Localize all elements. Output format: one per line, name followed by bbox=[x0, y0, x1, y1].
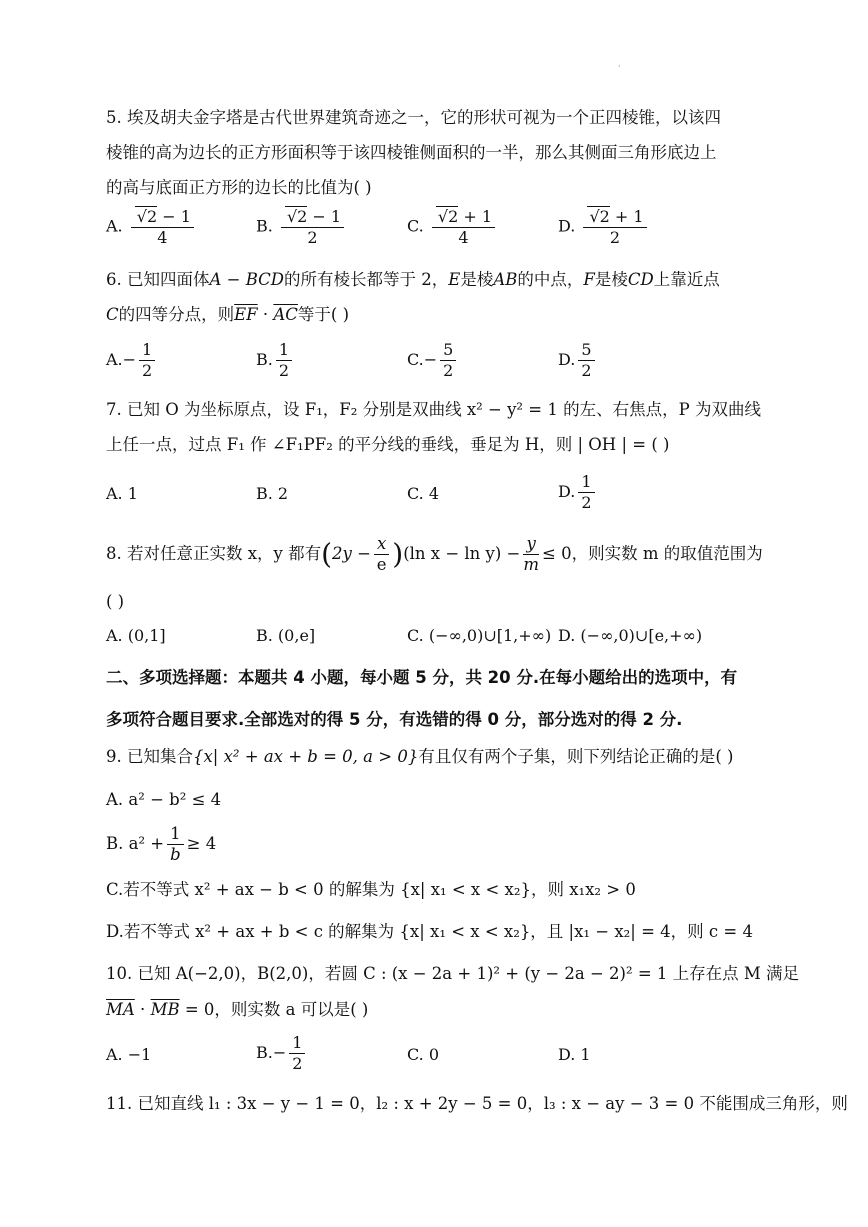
vector-ac: $\overline{AC}$ bbox=[273, 305, 298, 324]
q7-option-b: B. 2 bbox=[256, 484, 289, 503]
q7-line1: 7. 已知 O 为坐标原点，设 F₁，F₂ 分别是双曲线 x² − y² = 1 的左、右焦点，P 为双曲线 bbox=[106, 400, 761, 419]
sqrt: √2 bbox=[136, 207, 158, 226]
option-label: A. bbox=[106, 216, 123, 236]
section-heading-line2: 多项符合题目要求.全部选对的得 5 分，有选错的得 0 分，部分选对的得 2 分. bbox=[106, 710, 683, 729]
q6-line2: C的四等分点，则$\overline{EF} \cdot \overline{AC}$等于( ) bbox=[106, 305, 350, 324]
top-mark: · bbox=[618, 62, 621, 71]
q8-line2: ( ) bbox=[106, 592, 125, 611]
q7-option-a: A. 1 bbox=[106, 484, 138, 503]
q10-line1: 10. 已知 A(−2,0)，B(2,0)，若圆 C : (x − 2a + 1)² + (y − 2a − 2)² = 1 上存在点 M 满足 bbox=[106, 964, 800, 983]
q7-line2: 上任一点，过点 F₁ 作 ∠F₁PF₂ 的平分线的垂线，垂足为 H，则 | OH | = ( ) bbox=[106, 435, 670, 454]
q9-line1: 9. 已知集合{x| x² + ax + b = 0, a > 0}有且仅有两个子集，则下列结论正确的是( ) bbox=[106, 747, 734, 766]
q6-option-a: A.− $\frac{1}{2}$ bbox=[106, 340, 158, 381]
fraction: $\frac{√2 + 1}{4}$ bbox=[432, 206, 495, 248]
q11-line1: 11. 已知直线 l₁ : 3x − y − 1 = 0，l₂ : x + 2y − 5 = 0，l₃ : x − ay − 3 = 0 不能围成三角形，则 bbox=[106, 1094, 848, 1113]
q7-option-d: D. $\frac{1}{2}$ bbox=[558, 472, 598, 513]
q5-line2: 棱锥的高为边长的正方形面积等于该四棱锥侧面积的一半，那么其侧面三角形底边上 bbox=[106, 143, 717, 162]
fraction: $\frac{√2 - 1}{4}$ bbox=[131, 206, 194, 248]
q6-option-b: B. $\frac{1}{2}$ bbox=[256, 340, 295, 381]
q5-line3: 的高与底面正方形的边长的比值为( ) bbox=[106, 178, 372, 197]
q8-option-c: C. (−∞,0)∪[1,+∞) bbox=[407, 626, 552, 645]
sqrt: √2 bbox=[589, 207, 610, 226]
option-label: B. bbox=[256, 216, 273, 236]
q8-option-b: B. (0,e] bbox=[256, 626, 316, 645]
fraction: $\frac{√2 + 1}{2}$ bbox=[583, 206, 646, 248]
vector-ef: $\overline{EF}$ bbox=[234, 305, 258, 324]
q5-option-c bbox=[407, 206, 498, 248]
q10-option-a: A. −1 bbox=[106, 1045, 152, 1064]
q5-option-a bbox=[106, 206, 197, 248]
q5-option-d bbox=[558, 206, 650, 248]
vector-mb: $\overline{MB}$ bbox=[150, 1000, 180, 1019]
q7-option-c: C. 4 bbox=[407, 484, 440, 503]
option-label: D. bbox=[558, 216, 576, 236]
q8-option-a: A. (0,1] bbox=[106, 626, 166, 645]
q10-line2: $\overline{MA} \cdot \overline{MB} = 0$，则实数 a 可以是( ) bbox=[106, 1000, 369, 1019]
q9-option-a: A. a² − b² ≤ 4 bbox=[106, 790, 222, 809]
sqrt: √2 bbox=[286, 207, 308, 226]
q6-line1: 6. 已知四面体A − BCD的所有棱长都等于 2，E是棱AB的中点，F是棱CD上靠近点 bbox=[106, 270, 720, 289]
q10-option-b: B.− $\frac{1}{2}$ bbox=[256, 1033, 308, 1074]
option-label: C. bbox=[407, 216, 424, 236]
q5-option-b bbox=[256, 206, 347, 248]
sqrt: √2 bbox=[437, 207, 459, 226]
q10-option-d: D. 1 bbox=[558, 1045, 591, 1064]
q6-option-d: D. $\frac{5}{2}$ bbox=[558, 340, 598, 381]
q6-option-c: C.− $\frac{5}{2}$ bbox=[407, 340, 459, 381]
q9-option-b: B. a² + $\frac{1}{b}$ ≥ 4 bbox=[106, 824, 217, 864]
q9-option-c: C.若不等式 x² + ax − b < 0 的解集为 {x| x₁ < x < x₂}，则 x₁x₂ > 0 bbox=[106, 880, 636, 899]
section-heading-line1: 二、多项选择题：本题共 4 小题，每小题 5 分，共 20 分.在每小题给出的选项中，有 bbox=[106, 668, 738, 687]
q8-option-d: D. (−∞,0)∪[e,+∞) bbox=[558, 626, 703, 645]
vector-ma: $\overline{MA}$ bbox=[106, 1000, 135, 1019]
q5-line1: 5. 埃及胡夫金字塔是古代世界建筑奇迹之一，它的形状可视为一个正四棱锥，以该四 bbox=[106, 108, 721, 127]
fraction: $\frac{√2 - 1}{2}$ bbox=[281, 206, 344, 248]
q9-option-d: D.若不等式 x² + ax + b < c 的解集为 {x| x₁ < x < x₂}，且 |x₁ − x₂| = 4，则 c = 4 bbox=[106, 922, 753, 941]
q8-line1: 8. 若对任意正实数 x，y 都有(2y − $\frac{x}{e}$ )(ln x − ln y) − $\frac{y}{m}$ ≤ 0，则实数 m 的取值范围为 bbox=[106, 534, 763, 574]
q10-option-c: C. 0 bbox=[407, 1045, 440, 1064]
